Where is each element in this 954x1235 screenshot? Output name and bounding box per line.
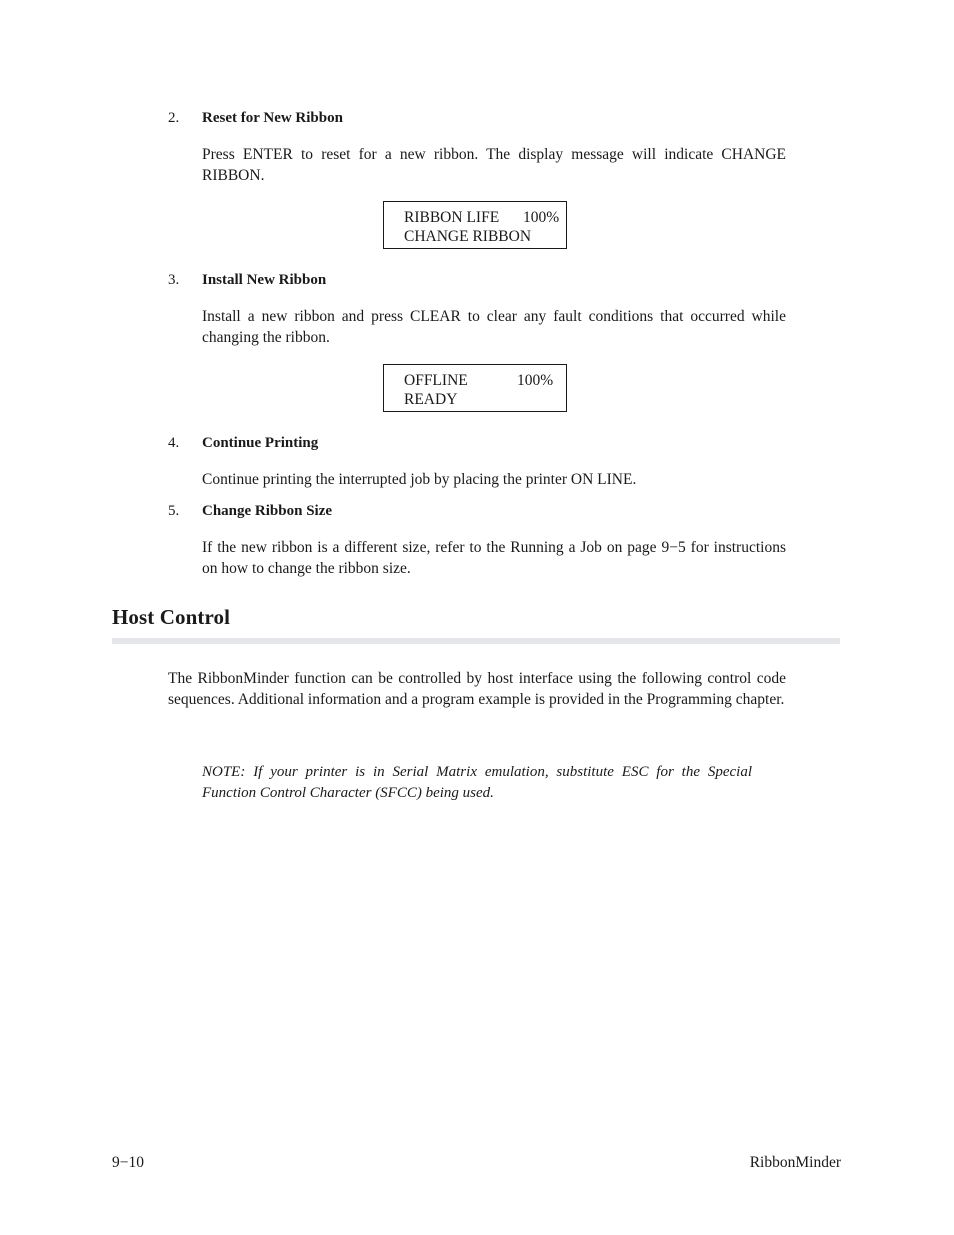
step-5-title: Change Ribbon Size	[202, 503, 333, 519]
step-3-number: 3.	[168, 272, 180, 288]
step-2-title: Reset for New Ribbon	[202, 110, 343, 126]
display-line1-label: OFFLINE	[404, 372, 468, 389]
section-divider	[112, 638, 840, 644]
page-number: 9−10	[112, 1154, 144, 1171]
section-body: The RibbonMinder function can be controlled by host interface using the following control code sequences. Additional information and a program example is provided in the Programming chapter.	[168, 670, 786, 708]
chapter-name: RibbonMinder	[749, 1154, 841, 1171]
display-line1-value: 100%	[523, 209, 560, 226]
display-panel-change-ribbon	[383, 201, 567, 249]
step-4-number: 4.	[168, 435, 180, 451]
step-2-number: 2.	[168, 110, 180, 126]
step-3-body: Install a new ribbon and press CLEAR to clear any fault conditions that occurred while changing the ribbon.	[202, 308, 786, 346]
display-line2: CHANGE RIBBON	[404, 228, 532, 245]
display-line2: READY	[404, 391, 458, 408]
step-5-number: 5.	[168, 503, 180, 519]
step-5-body: If the new ribbon is a different size, refer to the Running a Job on page 9−5 for instructions on how to change the ribbon size.	[202, 539, 786, 577]
section-title: Host Control	[112, 605, 231, 629]
step-4-body: Continue printing the interrupted job by placing the printer ON LINE.	[202, 471, 637, 488]
step-3-title: Install New Ribbon	[202, 272, 327, 288]
display-line1-label: RIBBON LIFE	[404, 209, 500, 226]
step-2-body: Press ENTER to reset for a new ribbon. The display message will indicate CHANGE RIBBON.	[202, 146, 786, 184]
step-4-title: Continue Printing	[202, 435, 319, 451]
note-text: NOTE: If your printer is in Serial Matrix emulation, substitute ESC for the Special Function Control Character (SFCC) being used.	[202, 764, 752, 801]
display-line1-value: 100%	[517, 372, 554, 389]
display-panel-offline	[383, 364, 567, 412]
